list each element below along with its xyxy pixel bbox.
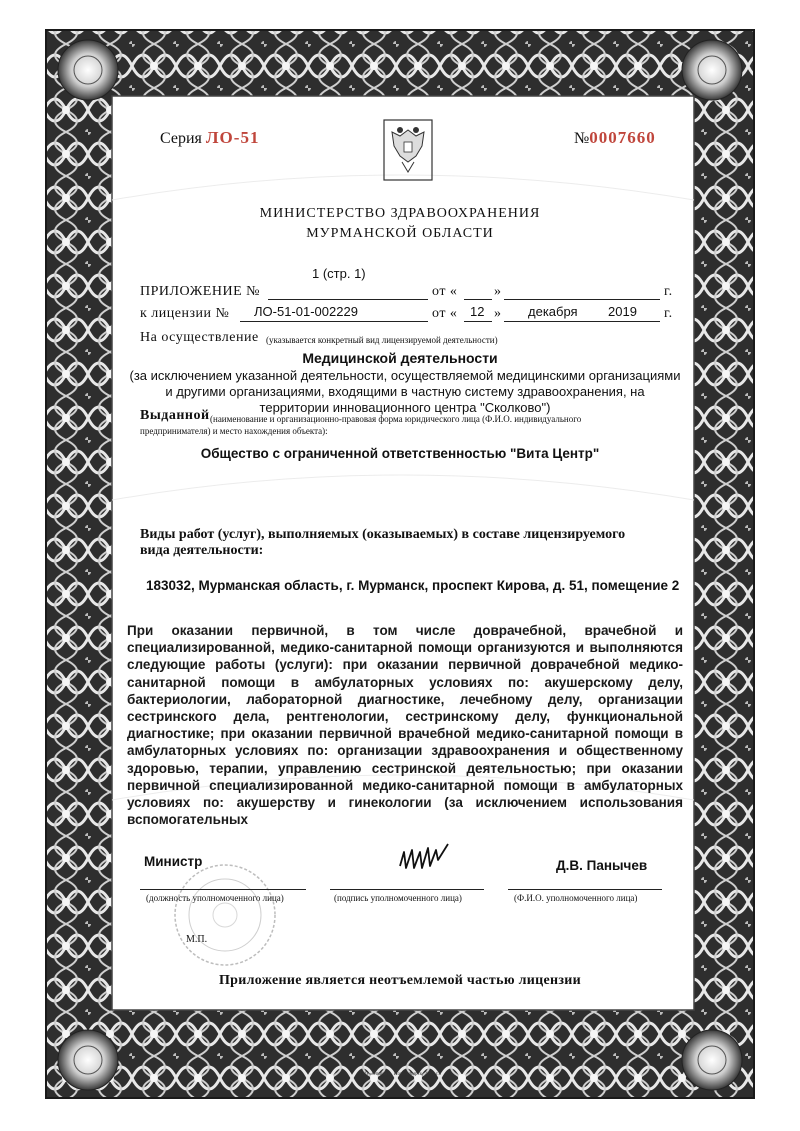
name-underline [508, 889, 662, 890]
appendix-from-close: » [494, 284, 502, 299]
license-year: 2019 [608, 304, 637, 319]
license-label: к лицензии № [140, 306, 230, 321]
official-stamp [140, 860, 310, 970]
appendix-from-label: от « [432, 284, 458, 299]
corner-rosette [58, 1030, 118, 1090]
works-line: амбулаторных условиях по: организации здравоохранения и общественному [127, 743, 683, 759]
series-code: ЛО-51 [205, 128, 260, 147]
series-field [160, 128, 259, 148]
works-line: следующие работы (услуги): при оказании первичной доврачебной медико- [127, 657, 683, 673]
works-line: первичной специализированной медико-санитарной помощи в амбулаторных [127, 777, 683, 793]
works-line: санитарной помощи в амбулаторных условиях по: акушерскому делу, [127, 674, 683, 690]
works-line: сестринского дела, рентгенологии, сестринскому делу, функциональной [127, 709, 683, 725]
stamp-place-label: М.П. [186, 934, 208, 945]
appendix-label: ПРИЛОЖЕНИЕ № [140, 284, 260, 299]
appendix-date-underline [504, 299, 660, 300]
position-underline [140, 889, 306, 890]
works-line: вспомогательных [127, 812, 249, 828]
corner-rosette [682, 1030, 742, 1090]
signatory-position: Министр [144, 854, 203, 869]
activity-label: На осуществление [140, 330, 259, 345]
blank-number: 0007660 [589, 128, 656, 147]
corner-rosette [58, 40, 118, 100]
works-line: бактериологии, лабораторной диагностике, лечебному делу, организации [127, 691, 683, 707]
organization-name: Общество с ограниченной ответственностью "Вита Центр" [200, 446, 600, 461]
printer-imprint: ЗАО «Опцион», Новосибирск, 2019 г.» [358, 1072, 442, 1077]
issued-hint-line1: (наименование и организационно-правовая форма юридического лица (Ф.И.О. индивидуального [210, 414, 582, 424]
appendix-day-underline [464, 299, 492, 300]
footer-note: Приложение является неотъемлемой частью лицензии [218, 973, 582, 988]
license-from-label: от « [432, 306, 458, 321]
works-line: специализированной, медико-санитарной помощи организуются и выполняются [127, 640, 683, 656]
coat-of-arms-icon [378, 116, 438, 186]
license-day: 12 [470, 304, 485, 319]
appendix-number: 1 (стр. 1) [312, 266, 366, 281]
license-date-underline [504, 321, 660, 322]
position-hint: (должность уполномоченного лица) [146, 893, 284, 903]
name-hint: (Ф.И.О. уполномоченного лица) [514, 893, 638, 903]
activity-desc-line1: (за исключением указанной деятельности, осуществляемой медицинскими организациями [129, 368, 681, 383]
issued-label: Выданной [140, 408, 210, 423]
license-from-close: » [494, 306, 502, 321]
activity-desc-line2: и другими организациями, входящими в частную систему здравоохранения, на [165, 384, 645, 399]
signatory-name: Д.В. Панычев [556, 858, 648, 873]
appendix-underline [268, 299, 428, 300]
works-address: 183032, Мурманская область, г. Мурманск, проспект Кирова, д. 51, помещение 2 [146, 578, 680, 593]
activity-title: Медицинской деятельности [302, 350, 498, 366]
license-underline [240, 321, 428, 322]
activity-desc-line3: территории инновационного центра "Сколково") [259, 400, 551, 415]
corner-rosette [682, 40, 742, 100]
blank-number-field [574, 128, 656, 148]
license-day-underline [464, 321, 492, 322]
handwritten-signature [396, 838, 460, 878]
license-year-suffix: г. [664, 306, 673, 321]
issued-hint-line2: предпринимателя) и место нахождения объекта): [140, 426, 328, 436]
ministry-line2: МУРМАНСКОЙ ОБЛАСТИ [306, 226, 494, 241]
works-line: При оказании первичной, в том числе доврачебной, врачебной и [127, 623, 683, 638]
works-line: здоровью, терапии, управлению сестринской деятельностью; при оказании [127, 760, 683, 776]
appendix-year-suffix: г. [664, 284, 673, 299]
license-number: ЛО-51-01-002229 [254, 304, 358, 319]
activity-hint: (указывается конкретный вид лицензируемой деятельности) [266, 335, 498, 345]
works-line: диагностике; при оказании первичной врачебной медико-санитарной помощи в [127, 726, 683, 742]
signature-hint: (подпись уполномоченного лица) [334, 893, 462, 903]
number-label: № [574, 130, 590, 147]
series-label: Серия [160, 130, 202, 147]
ministry-line1: МИНИСТЕРСТВО ЗДРАВООХРАНЕНИЯ [259, 206, 541, 221]
works-label-line2: вида деятельности: [140, 543, 264, 558]
works-description [127, 622, 683, 828]
works-label-line1: Виды работ (услуг), выполняемых (оказываемых) в составе лицензируемого [140, 527, 626, 542]
signature-underline [330, 889, 484, 890]
works-line: условиях по: акушерству и гинекологии (за исключением использования [127, 795, 683, 811]
license-month: декабря [528, 304, 578, 319]
